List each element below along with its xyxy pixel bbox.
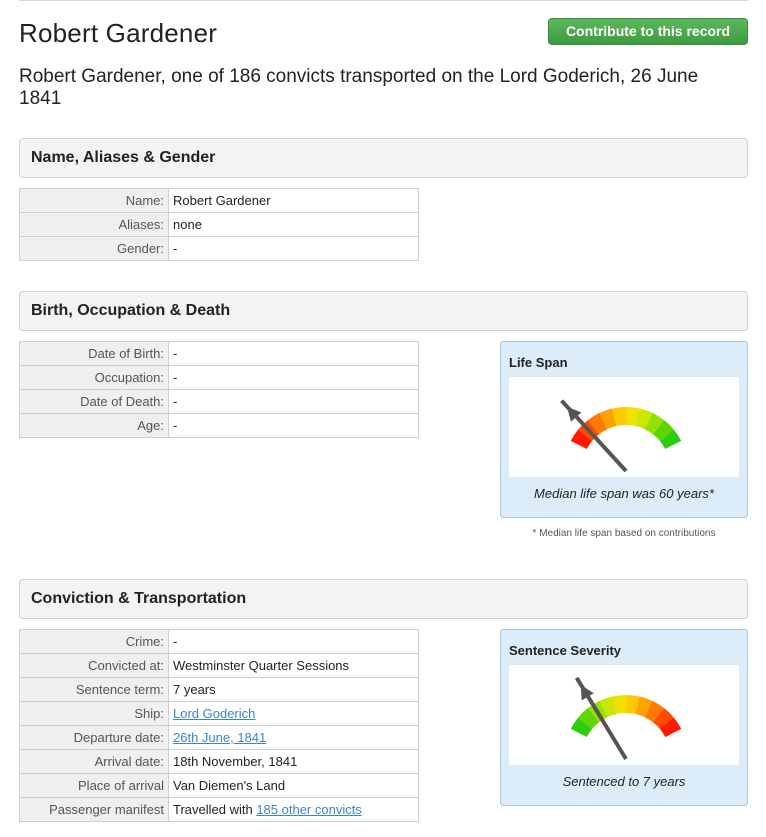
field-label: Name:	[20, 189, 169, 213]
table-row	[20, 630, 419, 654]
field-label: Age:	[20, 414, 169, 438]
field-label: Place of arrival	[20, 774, 169, 798]
section-header-life: Birth, Occupation & Death	[19, 291, 748, 331]
severity-gauge-caption: Sentenced to 7 years	[562, 774, 686, 789]
section-header-conviction: Conviction & Transportation	[19, 579, 748, 619]
ship-link[interactable]: Lord Goderich	[173, 706, 256, 721]
lifespan-gauge-icon	[509, 377, 739, 477]
death-value: -	[169, 390, 419, 414]
field-label: Occupation:	[20, 366, 169, 390]
convicted-at-value: Westminster Quarter Sessions	[169, 654, 419, 678]
table-row	[20, 213, 419, 237]
crime-value: -	[169, 630, 419, 654]
severity-gauge-icon	[509, 665, 739, 765]
manifest-text: Travelled with	[173, 802, 257, 817]
field-label: Date of Death:	[20, 390, 169, 414]
table-row	[20, 702, 419, 726]
table-row	[20, 366, 419, 390]
severity-gauge-title: Sentence Severity	[509, 643, 622, 658]
age-value: -	[169, 414, 419, 438]
other-convicts-link[interactable]: 185 other convicts	[256, 802, 362, 817]
table-row	[20, 654, 419, 678]
field-label: Gender:	[20, 237, 169, 261]
field-label: Crime:	[20, 630, 169, 654]
birth-value: -	[169, 342, 419, 366]
departure-date-link[interactable]: 26th June, 1841	[173, 730, 267, 745]
table-row	[20, 237, 419, 261]
table-row	[20, 414, 419, 438]
table-row	[20, 390, 419, 414]
severity-gauge-panel	[500, 629, 748, 806]
table-row	[20, 678, 419, 702]
field-label: Sentence term:	[20, 678, 169, 702]
field-label: Date of Birth:	[20, 342, 169, 366]
table-row	[20, 342, 419, 366]
record-subtitle: Robert Gardener, one of 186 convicts transported on the Lord Goderich, 26 June 1841	[19, 66, 699, 109]
lifespan-gauge-plot	[509, 377, 739, 477]
field-label: Arrival date:	[20, 750, 169, 774]
severity-gauge-plot	[509, 665, 739, 765]
table-row	[20, 774, 419, 798]
table-row	[20, 726, 419, 750]
name-value: Robert Gardener	[169, 189, 419, 213]
conviction-table	[19, 629, 419, 822]
field-label: Convicted at:	[20, 654, 169, 678]
field-label: Ship:	[20, 702, 169, 726]
life-table	[19, 341, 419, 438]
aliases-value: none	[169, 213, 419, 237]
page-title: Robert Gardener	[19, 18, 218, 48]
contribute-button[interactable]: Contribute to this record	[548, 18, 748, 45]
top-divider	[19, 0, 748, 1]
field-label: Aliases:	[20, 213, 169, 237]
gender-value: -	[169, 237, 419, 261]
field-label: Departure date:	[20, 726, 169, 750]
lifespan-gauge-panel	[500, 341, 748, 518]
place-of-arrival-value: Van Diemen's Land	[169, 774, 419, 798]
lifespan-gauge-caption: Median life span was 60 years*	[534, 486, 714, 501]
lifespan-footnote: * Median life span based on contributions	[532, 528, 716, 539]
table-row	[20, 189, 419, 213]
occupation-value: -	[169, 366, 419, 390]
arrival-date-value: 18th November, 1841	[169, 750, 419, 774]
field-label: Passenger manifest	[20, 798, 169, 822]
table-row	[20, 750, 419, 774]
section-header-identity: Name, Aliases & Gender	[19, 138, 748, 178]
identity-table	[19, 188, 419, 261]
lifespan-gauge-title: Life Span	[509, 355, 568, 370]
sentence-term-value: 7 years	[169, 678, 419, 702]
table-row	[20, 798, 419, 822]
